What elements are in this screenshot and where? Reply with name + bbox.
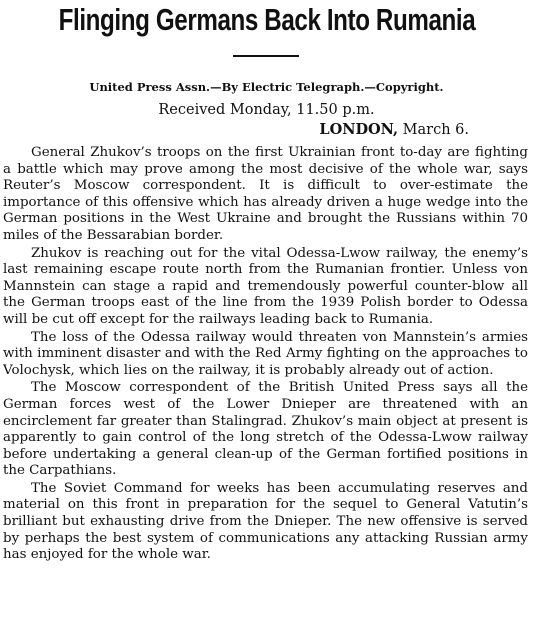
dateline: [319, 120, 469, 140]
received-time: Received Monday, 11.50 p.m.: [158, 102, 375, 118]
body-paragraph: The Moscow correspondent of the British United Press says all the German forces west of the Lower Dnieper are threatened with an encirclement far greater than Stalingrad. Zhukov’s main object at present is apparently to gain control of the long stretch of the Odessa-Lwow railway before undertaking a general clean-up of the German fortified positions in the Carpathians.: [3, 380, 528, 479]
headline: Flinging Germans Back Into Rumania: [58, 2, 476, 37]
dateline-date: March 6.: [402, 122, 469, 138]
dateline-place: LONDON,: [319, 121, 399, 138]
body-paragraph: The Soviet Command for weeks has been accumulating reserves and material on this front in preparation for the sequel to General Vatutin’s brilliant but exhausting drive from the Dnieper. The new offensive is served by perhaps the best system of communications any attacking Russian army has enjoyed for the whole war.: [3, 480, 528, 563]
wire-credit: United Press Assn.—By Electric Telegraph.—Copyright.: [89, 80, 444, 94]
body-paragraph: General Zhukov’s troops on the first Ukrainian front to-day are fighting a battle which may prove among the most decisive of the whole war, says Reuter’s Moscow correspondent. It is difficult to over-estimate the importance of this offensive which has already driven a huge wedge into the German positions in the West Ukraine and brought the Russians within 70 miles of the Bessarabian border.: [3, 145, 528, 243]
body-paragraph: The loss of the Odessa railway would threaten von Mannstein’s armies with imminent disaster and with the Red Army fighting on the approaches to Volochysk, which lies on the railway, it is probably already out of action.: [3, 329, 528, 378]
article-body: [3, 145, 528, 565]
body-paragraph: Zhukov is reaching out for the vital Odessa-Lwow railway, the enemy’s last remaining escape route north from the Rumanian frontier. Unless von Mannstein can stage a rapid and tremendously powerful counter-blow all the German troops east of the line from the 1939 Polish border to Odessa will be cut off except for the railways leading back to Rumania.: [3, 245, 528, 327]
headline-divider: [233, 55, 299, 57]
